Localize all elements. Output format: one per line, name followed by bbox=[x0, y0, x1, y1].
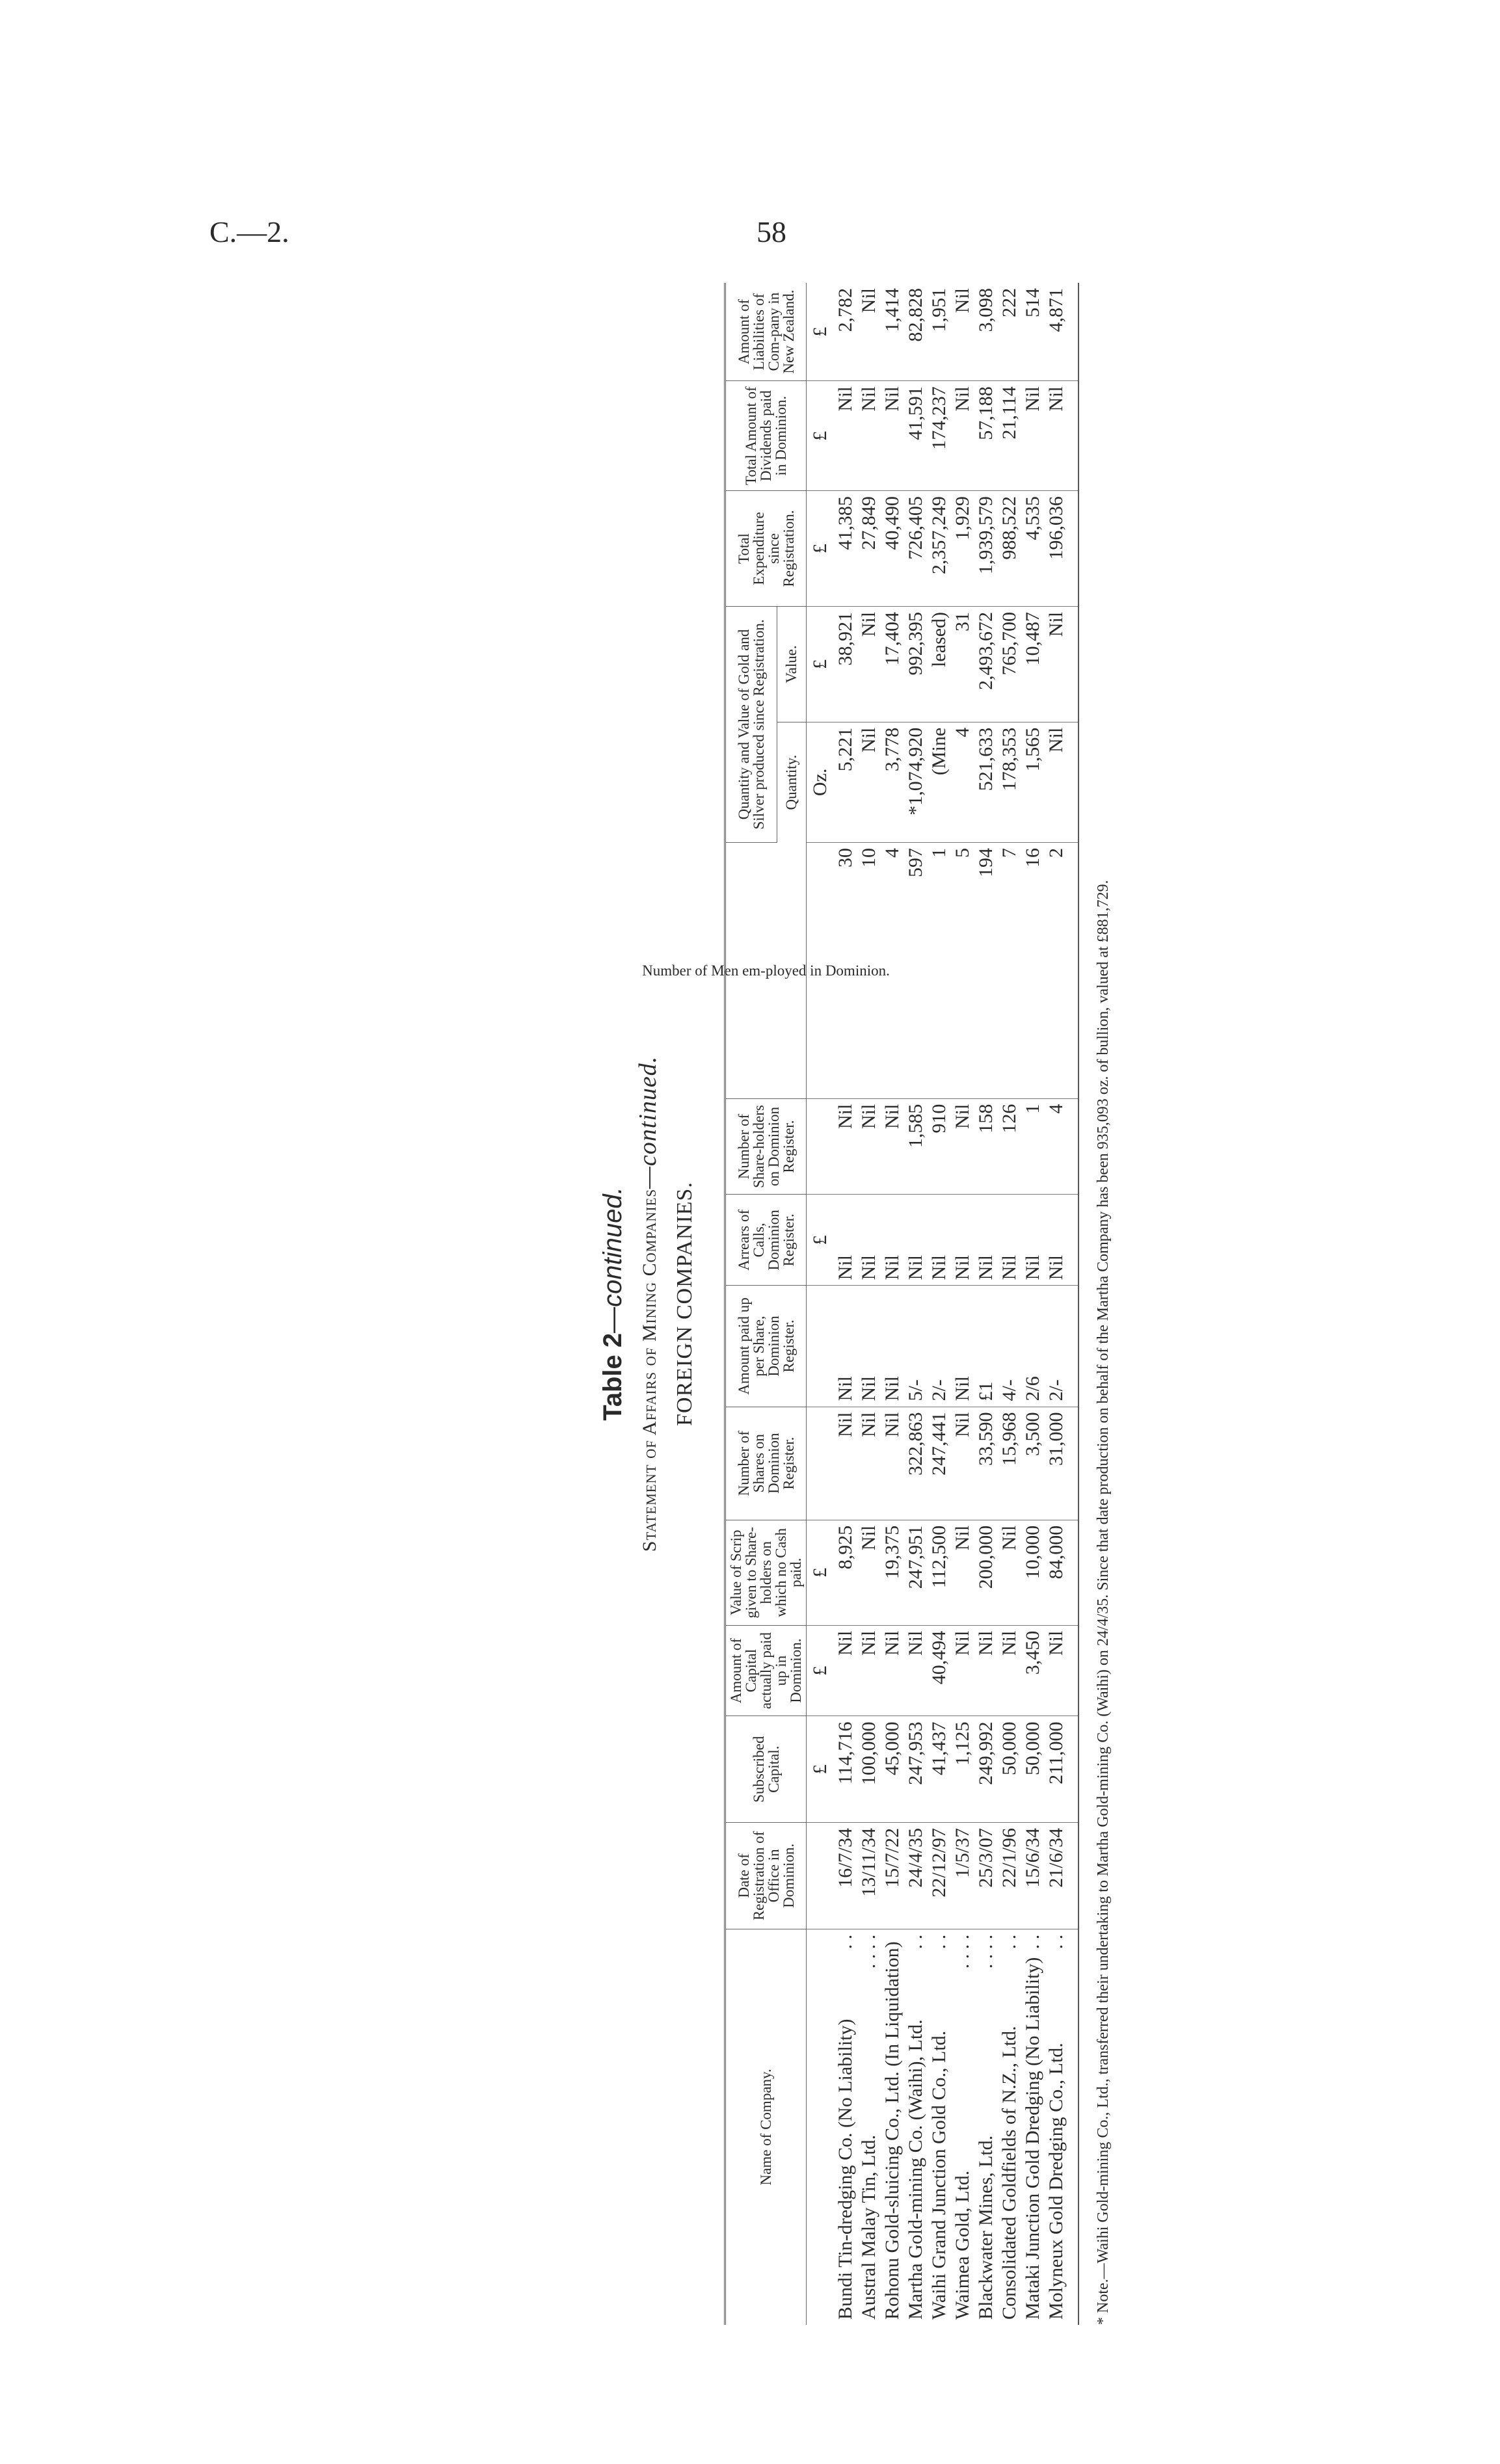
cell-expenditure: 41,385 bbox=[834, 491, 857, 607]
col-liabilities: Amount of Liabilities of Com-pany in New Zealand. bbox=[725, 283, 807, 381]
company-name-cell bbox=[998, 1929, 1021, 2325]
cell-men: 10 bbox=[857, 842, 881, 1098]
cell-shares: Nil bbox=[951, 1407, 974, 1520]
company-name: Consolidated Goldfields of N.Z., Ltd. bbox=[998, 2026, 1020, 2320]
col-name: Name of Company. bbox=[725, 1929, 807, 2325]
cell-scrip: 19,375 bbox=[881, 1520, 904, 1625]
cell-shareholders: 1 bbox=[1021, 1098, 1045, 1195]
company-name: Bundi Tin-dredging Co. (No Liability) bbox=[835, 2019, 856, 2320]
cell-subscribed: 45,000 bbox=[881, 1716, 904, 1823]
cell-value: 992,395 bbox=[904, 606, 928, 722]
cell-scrip: 84,000 bbox=[1045, 1520, 1078, 1625]
cell-scrip: 247,951 bbox=[904, 1520, 928, 1625]
cell-date: 25/3/07 bbox=[974, 1823, 998, 1929]
unit-value: £ bbox=[807, 606, 835, 722]
cell-amount-paid: 2/- bbox=[1045, 1286, 1078, 1407]
table-title bbox=[595, 283, 630, 2325]
cell-value: 38,921 bbox=[834, 606, 857, 722]
cell-quantity: 4 bbox=[951, 722, 974, 842]
cell-dividends: Nil bbox=[881, 381, 904, 491]
company-name-cell bbox=[1045, 1929, 1078, 2325]
col-scrip: Value of Scrip given to Share-holders on which no Cash paid. bbox=[725, 1520, 807, 1625]
cell-shareholders: Nil bbox=[951, 1098, 974, 1195]
statement-heading bbox=[630, 283, 665, 2325]
cell-expenditure: 1,939,579 bbox=[974, 491, 998, 607]
table-row bbox=[834, 283, 857, 2325]
unit-subscribed: £ bbox=[807, 1716, 835, 1823]
footnote: * Note.—Waihi Gold-mining Co., Ltd., transferred their undertaking to Martha Gold-mining Co. (Waihi) on 24/4/35. Since that date production on behalf of the Martha Company has been 935,093 oz. of bullion, valued at £881,729. bbox=[1095, 880, 1112, 2325]
cell-shareholders: Nil bbox=[834, 1098, 857, 1195]
cell-date: 1/5/37 bbox=[951, 1823, 974, 1929]
cell-liabilities: 222 bbox=[998, 283, 1021, 381]
cell-dividends: Nil bbox=[834, 381, 857, 491]
cell-expenditure: 2,357,249 bbox=[928, 491, 951, 607]
table-title-continued: —continued. bbox=[598, 1187, 627, 1333]
cell-expenditure: 988,522 bbox=[998, 491, 1021, 607]
cell-subscribed: 41,437 bbox=[928, 1716, 951, 1823]
company-name-cell bbox=[834, 1929, 857, 2325]
cell-liabilities: 514 bbox=[1021, 283, 1045, 381]
col-gold-group: Quantity and Value of Gold and Silver produced since Registration. bbox=[725, 606, 777, 842]
col-subscribed: Subscribed Capital. bbox=[725, 1716, 807, 1823]
cell-arrears: Nil bbox=[1021, 1195, 1045, 1286]
cell-dividends: 21,114 bbox=[998, 381, 1021, 491]
unit-shareholders bbox=[807, 1098, 835, 1195]
cell-shareholders: 4 bbox=[1045, 1098, 1078, 1195]
col-arrears: Arrears of Calls, Dominion Register. bbox=[725, 1195, 807, 1286]
cell-quantity: Nil bbox=[857, 722, 881, 842]
cell-expenditure: 4,535 bbox=[1021, 491, 1045, 607]
cell-scrip: 10,000 bbox=[1021, 1520, 1045, 1625]
cell-dividends: 174,237 bbox=[928, 381, 951, 491]
cell-subscribed: 249,992 bbox=[974, 1716, 998, 1823]
cell-liabilities: 82,828 bbox=[904, 283, 928, 381]
cell-men: 194 bbox=[974, 842, 998, 1098]
cell-amount-paid: Nil bbox=[834, 1286, 857, 1407]
cell-liabilities: 4,871 bbox=[1045, 283, 1078, 381]
cell-dividends: 57,188 bbox=[974, 381, 998, 491]
cell-shareholders: 158 bbox=[974, 1098, 998, 1195]
company-name: Martha Gold-mining Co. (Waihi), Ltd. bbox=[905, 2019, 926, 2320]
cell-date: 16/7/34 bbox=[834, 1823, 857, 1929]
cell-value: 765,700 bbox=[998, 606, 1021, 722]
company-name-cell bbox=[1021, 1929, 1045, 2325]
cell-quantity: *1,074,920 bbox=[904, 722, 928, 842]
cell-arrears: Nil bbox=[928, 1195, 951, 1286]
unit-date bbox=[807, 1823, 835, 1929]
cell-liabilities: 3,098 bbox=[974, 283, 998, 381]
cell-men: 2 bbox=[1045, 842, 1078, 1098]
cell-shareholders: Nil bbox=[881, 1098, 904, 1195]
cell-dividends: Nil bbox=[857, 381, 881, 491]
col-quantity: Quantity. bbox=[777, 722, 806, 842]
company-name: Waihi Grand Junction Gold Co., Ltd. bbox=[928, 2030, 950, 2320]
statement-heading-text: Statement of Affairs of Mining Companies bbox=[639, 1188, 660, 1552]
cell-date: 22/12/97 bbox=[928, 1823, 951, 1929]
cell-amount-capital: Nil bbox=[857, 1625, 881, 1716]
cell-arrears: Nil bbox=[881, 1195, 904, 1286]
cell-shares: Nil bbox=[881, 1407, 904, 1520]
company-name: Molyneux Gold Dredging Co., Ltd. bbox=[1045, 2043, 1067, 2320]
col-men-text: Number of Men em-ployed in Dominion. bbox=[642, 962, 890, 979]
cell-subscribed: 50,000 bbox=[998, 1716, 1021, 1823]
cell-men: 597 bbox=[904, 842, 928, 1098]
unit-expenditure: £ bbox=[807, 491, 835, 607]
cell-shares: 33,590 bbox=[974, 1407, 998, 1520]
cell-date: 24/4/35 bbox=[904, 1823, 928, 1929]
cell-men: 16 bbox=[1021, 842, 1045, 1098]
cell-arrears: Nil bbox=[834, 1195, 857, 1286]
cell-amount-paid: £1 bbox=[974, 1286, 998, 1407]
cell-subscribed: 114,716 bbox=[834, 1716, 857, 1823]
company-name-cell bbox=[857, 1929, 881, 2325]
table-body bbox=[807, 283, 1079, 2325]
cell-date: 13/11/34 bbox=[857, 1823, 881, 1929]
company-name: Austral Malay Tin, Ltd. bbox=[858, 2134, 879, 2320]
cell-amount-paid: 5/- bbox=[904, 1286, 928, 1407]
cell-value: 17,404 bbox=[881, 606, 904, 722]
cell-amount-capital: Nil bbox=[881, 1625, 904, 1716]
unit-scrip: £ bbox=[807, 1520, 835, 1625]
cell-amount-capital: Nil bbox=[951, 1625, 974, 1716]
col-value: Value. bbox=[777, 606, 806, 722]
cell-value: 31 bbox=[951, 606, 974, 722]
cell-scrip: 8,925 bbox=[834, 1520, 857, 1625]
company-name: Rohonu Gold-sluicing Co., Ltd. (In Liquidation) bbox=[881, 1941, 903, 2320]
unit-arrears: £ bbox=[807, 1195, 835, 1286]
cell-liabilities: 1,951 bbox=[928, 283, 951, 381]
unit-amount-paid bbox=[807, 1286, 835, 1407]
cell-quantity: 521,633 bbox=[974, 722, 998, 842]
cell-arrears: Nil bbox=[857, 1195, 881, 1286]
cell-scrip: Nil bbox=[998, 1520, 1021, 1625]
table-row bbox=[1045, 283, 1078, 2325]
cell-value: Nil bbox=[857, 606, 881, 722]
cell-shareholders: 910 bbox=[928, 1098, 951, 1195]
cell-value: Nil bbox=[1045, 606, 1078, 722]
cell-subscribed: 1,125 bbox=[951, 1716, 974, 1823]
unit-name bbox=[807, 1929, 835, 2325]
company-name-cell bbox=[951, 1929, 974, 2325]
col-amount-capital: Amount of Capital actually paid up in Dominion. bbox=[725, 1625, 807, 1716]
cell-quantity: Nil bbox=[1045, 722, 1078, 842]
cell-dividends: 41,591 bbox=[904, 381, 928, 491]
table-row bbox=[857, 283, 881, 2325]
table-row bbox=[951, 283, 974, 2325]
cell-amount-capital: Nil bbox=[834, 1625, 857, 1716]
cell-dividends: Nil bbox=[1021, 381, 1045, 491]
table-row bbox=[974, 283, 998, 2325]
cell-shares: 322,863 bbox=[904, 1407, 928, 1520]
unit-shares bbox=[807, 1407, 835, 1520]
cell-shareholders: 1,585 bbox=[904, 1098, 928, 1195]
cell-amount-paid: 2/- bbox=[928, 1286, 951, 1407]
col-shareholders: Number of Share-holders on Dominion Register. bbox=[725, 1098, 807, 1195]
unit-amount-capital: £ bbox=[807, 1625, 835, 1716]
unit-quantity: Oz. bbox=[807, 722, 835, 842]
cell-amount-capital: Nil bbox=[998, 1625, 1021, 1716]
table-row bbox=[904, 283, 928, 2325]
cell-shareholders: 126 bbox=[998, 1098, 1021, 1195]
table-row bbox=[928, 283, 951, 2325]
cell-expenditure: 1,929 bbox=[951, 491, 974, 607]
cell-quantity: 178,353 bbox=[998, 722, 1021, 842]
cell-dividends: Nil bbox=[951, 381, 974, 491]
company-name-cell bbox=[974, 1929, 998, 2325]
statement-heading-continued: —continued. bbox=[634, 1055, 662, 1189]
unit-liabilities: £ bbox=[807, 283, 835, 381]
cell-amount-capital: 3,450 bbox=[1021, 1625, 1045, 1716]
cell-shares: 247,441 bbox=[928, 1407, 951, 1520]
cell-amount-paid: 2/6 bbox=[1021, 1286, 1045, 1407]
cell-shares: Nil bbox=[834, 1407, 857, 1520]
section-heading: FOREIGN COMPANIES. bbox=[673, 1182, 697, 1426]
cell-date: 21/6/34 bbox=[1045, 1823, 1078, 1929]
cell-value: 2,493,672 bbox=[974, 606, 998, 722]
cell-men: 4 bbox=[881, 842, 904, 1098]
col-date: Date of Registration of Office in Dominion. bbox=[725, 1823, 807, 1929]
cell-quantity: 1,565 bbox=[1021, 722, 1045, 842]
page-number: 58 bbox=[757, 215, 786, 248]
cell-shares: Nil bbox=[857, 1407, 881, 1520]
col-expenditure: Total Expenditure since Registration. bbox=[725, 491, 807, 607]
cell-amount-paid: Nil bbox=[881, 1286, 904, 1407]
cell-men: 1 bbox=[928, 842, 951, 1098]
cell-subscribed: 211,000 bbox=[1045, 1716, 1078, 1823]
col-shares: Number of Shares on Dominion Register. bbox=[725, 1407, 807, 1520]
col-dividends: Total Amount of Dividends paid in Dominion. bbox=[725, 381, 807, 491]
cell-amount-capital: Nil bbox=[1045, 1625, 1078, 1716]
leader-dots: . . bbox=[905, 1934, 926, 1950]
table-row bbox=[881, 283, 904, 2325]
leader-dots: . . . . bbox=[858, 1934, 879, 1969]
cell-amount-capital: Nil bbox=[904, 1625, 928, 1716]
company-name-cell bbox=[881, 1929, 904, 2325]
col-amount-paid: Amount paid up per Share, Dominion Register. bbox=[725, 1286, 807, 1407]
cell-liabilities: 2,782 bbox=[834, 283, 857, 381]
company-name: Mataki Junction Gold Dredging (No Liability) bbox=[1022, 1957, 1043, 2320]
cell-shares: 15,968 bbox=[998, 1407, 1021, 1520]
leader-dots: . . . . bbox=[975, 1934, 997, 1969]
cell-shares: 31,000 bbox=[1045, 1407, 1078, 1520]
table-row bbox=[1021, 283, 1045, 2325]
cell-date: 22/1/96 bbox=[998, 1823, 1021, 1929]
cell-liabilities: Nil bbox=[857, 283, 881, 381]
leader-dots: . . bbox=[928, 1934, 950, 1950]
leader-dots: . . bbox=[835, 1934, 856, 1950]
company-name: Waimea Gold, Ltd. bbox=[952, 2170, 973, 2320]
cell-arrears: Nil bbox=[904, 1195, 928, 1286]
cell-scrip: 112,500 bbox=[928, 1520, 951, 1625]
cell-men: 7 bbox=[998, 842, 1021, 1098]
rotated-table-block bbox=[595, 283, 1454, 2325]
units-row bbox=[807, 283, 835, 2325]
cell-subscribed: 100,000 bbox=[857, 1716, 881, 1823]
leader-dots: . . bbox=[1022, 1934, 1043, 1950]
cell-dividends: Nil bbox=[1045, 381, 1078, 491]
leader-dots: . . . . bbox=[952, 1934, 973, 1969]
cell-quantity: 3,778 bbox=[881, 722, 904, 842]
cell-men: 30 bbox=[834, 842, 857, 1098]
cell-arrears: Nil bbox=[998, 1195, 1021, 1286]
cell-subscribed: 50,000 bbox=[1021, 1716, 1045, 1823]
cell-expenditure: 196,036 bbox=[1045, 491, 1078, 607]
cell-scrip: Nil bbox=[951, 1520, 974, 1625]
cell-subscribed: 247,953 bbox=[904, 1716, 928, 1823]
cell-date: 15/7/22 bbox=[881, 1823, 904, 1929]
unit-dividends: £ bbox=[807, 381, 835, 491]
page-code: C.—2. bbox=[209, 215, 289, 248]
cell-amount-paid: Nil bbox=[857, 1286, 881, 1407]
cell-scrip: Nil bbox=[857, 1520, 881, 1625]
cell-scrip: 200,000 bbox=[974, 1520, 998, 1625]
cell-expenditure: 27,849 bbox=[857, 491, 881, 607]
table-row bbox=[998, 283, 1021, 2325]
cell-shares: 3,500 bbox=[1021, 1407, 1045, 1520]
cell-amount-paid: 4/- bbox=[998, 1286, 1021, 1407]
cell-value: leased) bbox=[928, 606, 951, 722]
cell-amount-capital: Nil bbox=[974, 1625, 998, 1716]
cell-expenditure: 40,490 bbox=[881, 491, 904, 607]
cell-amount-paid: Nil bbox=[951, 1286, 974, 1407]
company-name-cell bbox=[904, 1929, 928, 2325]
cell-arrears: Nil bbox=[1045, 1195, 1078, 1286]
cell-men: 5 bbox=[951, 842, 974, 1098]
leader-dots: . . bbox=[998, 1934, 1020, 1950]
cell-expenditure: 726,405 bbox=[904, 491, 928, 607]
cell-arrears: Nil bbox=[974, 1195, 998, 1286]
cell-arrears: Nil bbox=[951, 1195, 974, 1286]
leader-dots: . . bbox=[1045, 1934, 1067, 1950]
cell-value: 10,487 bbox=[1021, 606, 1045, 722]
cell-date: 15/6/34 bbox=[1021, 1823, 1045, 1929]
company-name-cell bbox=[928, 1929, 951, 2325]
table-title-bold: Table 2 bbox=[598, 1332, 627, 1421]
cell-shareholders: Nil bbox=[857, 1098, 881, 1195]
cell-quantity: 5,221 bbox=[834, 722, 857, 842]
cell-liabilities: Nil bbox=[951, 283, 974, 381]
cell-liabilities: 1,414 bbox=[881, 283, 904, 381]
company-name: Blackwater Mines, Ltd. bbox=[975, 2135, 997, 2320]
cell-quantity: (Mine bbox=[928, 722, 951, 842]
cell-amount-capital: 40,494 bbox=[928, 1625, 951, 1716]
